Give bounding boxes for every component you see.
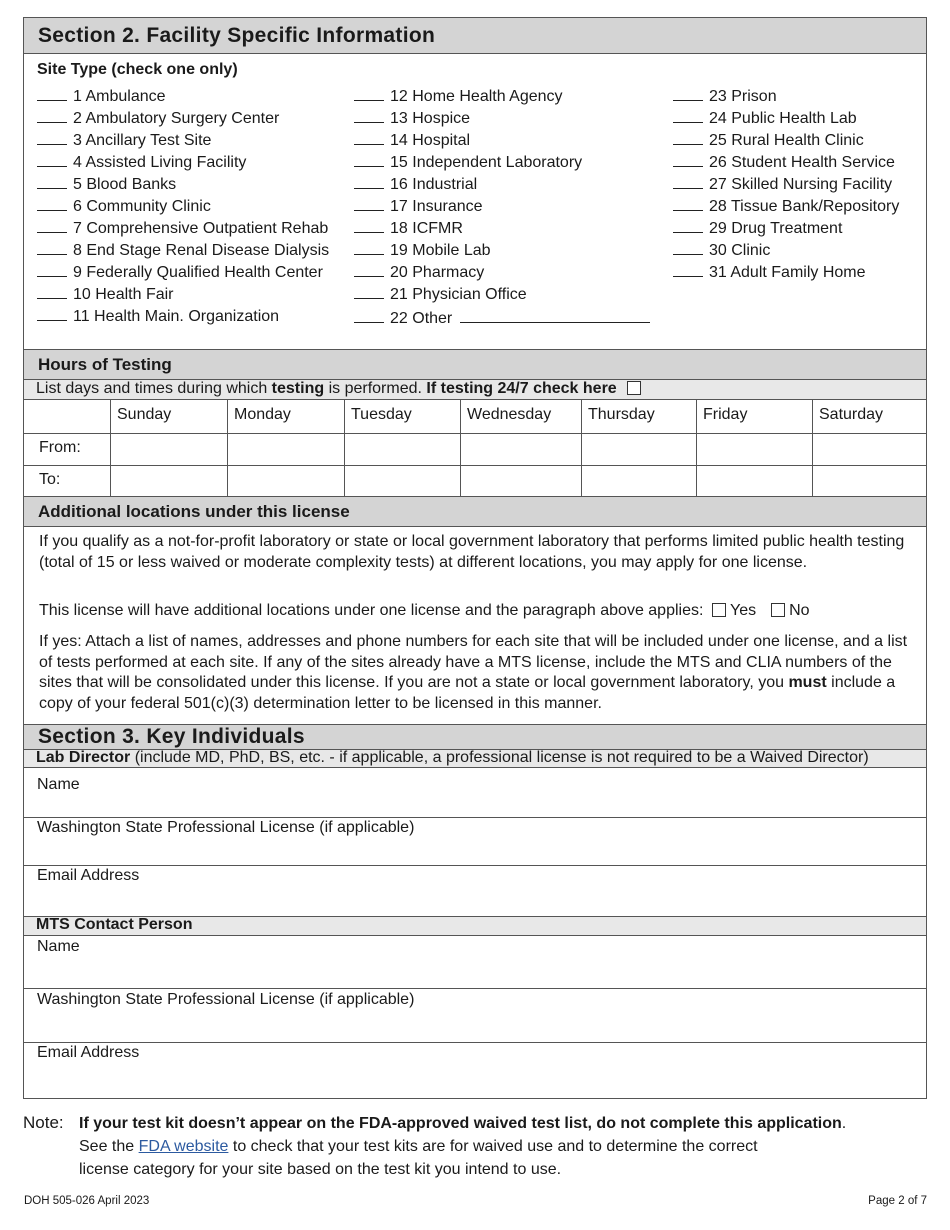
day-header: Saturday xyxy=(819,406,884,423)
site-type-label: 21 Physician Office xyxy=(390,286,527,303)
additional-paragraph-3 xyxy=(39,632,919,714)
hours-title: Hours of Testing xyxy=(38,355,172,374)
site-type-blank[interactable] xyxy=(673,132,703,145)
site-type-blank[interactable] xyxy=(354,110,384,123)
site-type-option[interactable] xyxy=(354,286,527,304)
to-time-cell[interactable] xyxy=(461,466,580,496)
site-type-blank[interactable] xyxy=(37,220,67,233)
to-time-cell[interactable] xyxy=(813,466,926,496)
checkbox-24-7[interactable] xyxy=(627,381,641,395)
site-type-blank[interactable] xyxy=(673,88,703,101)
hours-instr-d: If testing 24/7 check here xyxy=(426,380,617,397)
site-type-blank[interactable] xyxy=(673,110,703,123)
site-type-option[interactable] xyxy=(673,220,842,238)
site-type-option[interactable] xyxy=(673,176,892,194)
divider xyxy=(23,988,927,989)
note-label: Note: xyxy=(23,1113,64,1132)
checkbox-yes[interactable] xyxy=(712,603,726,617)
site-type-label: 20 Pharmacy xyxy=(390,264,485,281)
additional-header xyxy=(23,496,927,527)
hours-instruction xyxy=(36,380,641,398)
site-type-option[interactable] xyxy=(354,132,470,150)
site-type-blank[interactable] xyxy=(37,176,67,189)
site-type-option[interactable] xyxy=(354,308,650,328)
section2-title: Section 2. Facility Specific Information xyxy=(38,24,436,47)
site-type-option[interactable] xyxy=(37,132,211,150)
site-type-label: 23 Prison xyxy=(709,88,777,105)
site-type-blank[interactable] xyxy=(354,88,384,101)
site-type-option[interactable] xyxy=(37,154,246,172)
site-type-label: 17 Insurance xyxy=(390,198,483,215)
site-type-option[interactable] xyxy=(37,286,174,304)
site-type-label: 29 Drug Treatment xyxy=(709,220,843,237)
site-type-option[interactable] xyxy=(673,88,777,106)
hours-instruction-band xyxy=(23,379,927,400)
site-type-option[interactable] xyxy=(354,110,470,128)
from-time-cell[interactable] xyxy=(111,434,226,464)
from-time-cell[interactable] xyxy=(582,434,695,464)
yes-label: Yes xyxy=(730,602,757,619)
site-type-option[interactable] xyxy=(673,264,866,282)
site-type-label: 14 Hospital xyxy=(390,132,471,149)
site-type-label: 28 Tissue Bank/Repository xyxy=(709,198,900,215)
site-type-option[interactable] xyxy=(37,220,328,238)
to-time-cell[interactable] xyxy=(697,466,811,496)
note-text xyxy=(79,1112,929,1181)
section3-title: Section 3. Key Individuals xyxy=(38,725,305,748)
additional-paragraph-1: If you qualify as a not-for-profit laboratory or state or local government laboratory that performs limited public health testing (total of 15 or less waived or moderate complexity tests) at different locations, you may apply for one license. xyxy=(39,533,905,571)
hours-instr-c: is performed. xyxy=(324,380,427,397)
other-specify-field[interactable] xyxy=(460,308,650,323)
site-type-option[interactable] xyxy=(354,154,582,172)
mts-email-field[interactable] xyxy=(24,1065,926,1097)
note-period: . xyxy=(841,1115,847,1132)
site-type-blank[interactable] xyxy=(673,154,703,167)
site-type-label: Site Type (check one only) xyxy=(37,61,238,78)
site-type-blank[interactable] xyxy=(354,310,384,323)
site-type-option[interactable] xyxy=(37,110,279,128)
additional-question xyxy=(39,601,924,622)
to-time-cell[interactable] xyxy=(345,466,459,496)
site-type-blank[interactable] xyxy=(354,176,384,189)
section3-header xyxy=(23,724,927,750)
lab-director-note: (include MD, PhD, BS, etc. - if applicable, a professional license is not required to be a Waived Director) xyxy=(130,749,869,766)
site-type-option[interactable] xyxy=(354,264,484,282)
site-type-label: 31 Adult Family Home xyxy=(709,264,866,281)
site-type-option[interactable] xyxy=(354,198,483,216)
to-label: To: xyxy=(39,471,61,488)
site-type-option[interactable] xyxy=(673,110,857,128)
mts-license-label: Washington State Professional License (if applicable) xyxy=(37,991,415,1008)
site-type-blank[interactable] xyxy=(673,176,703,189)
mts-license-field[interactable] xyxy=(24,1012,926,1040)
from-time-cell[interactable] xyxy=(461,434,580,464)
site-type-label: 15 Independent Laboratory xyxy=(390,154,583,171)
to-time-cell[interactable] xyxy=(228,466,343,496)
site-type-blank[interactable] xyxy=(673,264,703,277)
no-label: No xyxy=(789,602,810,619)
hours-instr-a: List days and times during which xyxy=(36,380,272,397)
director-name-label: Name xyxy=(37,776,80,793)
additional-title: Additional locations under this license xyxy=(38,502,350,521)
site-type-option[interactable] xyxy=(37,242,329,260)
site-type-label: 3 Ancillary Test Site xyxy=(73,132,212,149)
divider xyxy=(23,817,927,818)
site-type-label: 1 Ambulance xyxy=(73,88,166,105)
site-type-blank[interactable] xyxy=(354,220,384,233)
site-type-label: 12 Home Health Agency xyxy=(390,88,563,105)
section2-header xyxy=(23,17,927,54)
note-line2a: See the xyxy=(79,1138,139,1155)
site-type-label: 10 Health Fair xyxy=(73,286,174,303)
hours-instr-b: testing xyxy=(271,380,325,397)
day-header: Monday xyxy=(234,406,291,423)
day-header: Tuesday xyxy=(351,406,412,423)
mts-name-label: Name xyxy=(37,938,80,955)
site-type-label: 30 Clinic xyxy=(709,242,771,259)
divider xyxy=(23,865,927,866)
director-license-field[interactable] xyxy=(24,840,926,864)
site-type-option[interactable] xyxy=(354,242,491,260)
site-type-blank[interactable] xyxy=(37,88,67,101)
para3-b: must xyxy=(788,674,827,691)
from-label: From: xyxy=(39,439,81,456)
site-type-label: 9 Federally Qualified Health Center xyxy=(73,264,323,281)
site-type-option[interactable] xyxy=(354,176,477,194)
site-type-label: 18 ICFMR xyxy=(390,220,463,237)
site-type-blank[interactable] xyxy=(354,132,384,145)
director-email-field[interactable] xyxy=(24,888,926,914)
site-type-option[interactable] xyxy=(37,176,176,194)
site-type-option[interactable] xyxy=(673,242,770,260)
site-type-blank[interactable] xyxy=(37,264,67,277)
site-type-option[interactable] xyxy=(673,132,864,150)
site-type-label: 8 End Stage Renal Disease Dialysis xyxy=(73,242,330,259)
site-type-label: 2 Ambulatory Surgery Center xyxy=(73,110,280,127)
site-type-option[interactable] xyxy=(37,308,279,326)
note-bold: If your test kit doesn’t appear on the FDA-approved waived test list, do not complete this application xyxy=(79,1115,842,1132)
checkbox-no[interactable] xyxy=(771,603,785,617)
lab-director-label xyxy=(36,749,869,767)
mts-contact-label: MTS Contact Person xyxy=(36,916,193,933)
footer-page-number: Page 2 of 7 xyxy=(868,1195,927,1207)
day-header: Friday xyxy=(703,406,748,423)
hours-header xyxy=(23,349,927,380)
site-type-label: 16 Industrial xyxy=(390,176,478,193)
site-type-blank[interactable] xyxy=(37,154,67,167)
day-header: Wednesday xyxy=(467,406,552,423)
site-type-option[interactable] xyxy=(673,198,899,216)
site-type-label: 19 Mobile Lab xyxy=(390,242,491,259)
lab-director-bold: Lab Director xyxy=(36,749,131,766)
site-type-label: 5 Blood Banks xyxy=(73,176,177,193)
para3-c: include a copy of your federal 501(c)(3) determination letter to be licensed in this manner. xyxy=(39,674,896,712)
site-type-blank[interactable] xyxy=(354,264,384,277)
site-type-label: 26 Student Health Service xyxy=(709,154,895,171)
director-name-field[interactable] xyxy=(24,796,926,816)
para3-a: If yes: Attach a list of names, addresses and phone numbers for each site that will be included under one license, and a list of tests performed at each site. If any of the sites already have a MTS license, include the MTS and CLIA numbers of the sites that will be consolidated under this license. If you are not a state or local government laboratory, you xyxy=(39,633,908,691)
note-line2b: to check that your test kits are for waived use and to determine the correct xyxy=(228,1138,758,1155)
site-type-blank[interactable] xyxy=(673,242,703,255)
lab-director-band xyxy=(23,749,927,768)
site-type-option[interactable] xyxy=(673,154,895,172)
site-type-blank[interactable] xyxy=(354,198,384,211)
site-type-label: 24 Public Health Lab xyxy=(709,110,857,127)
site-type-blank[interactable] xyxy=(37,132,67,145)
site-type-label: 25 Rural Health Clinic xyxy=(709,132,864,149)
director-license-label: Washington State Professional License (if applicable) xyxy=(37,819,415,836)
site-type-option[interactable] xyxy=(37,198,211,216)
from-time-cell[interactable] xyxy=(345,434,459,464)
site-type-blank[interactable] xyxy=(37,286,67,299)
site-type-blank[interactable] xyxy=(354,154,384,167)
director-email-label: Email Address xyxy=(37,867,140,884)
mts-email-label: Email Address xyxy=(37,1044,140,1061)
site-type-blank[interactable] xyxy=(37,308,67,321)
day-header: Sunday xyxy=(117,406,172,423)
site-type-option[interactable] xyxy=(354,88,563,106)
mts-contact-band xyxy=(23,916,927,936)
site-type-option[interactable] xyxy=(37,88,166,106)
note-line-1 xyxy=(79,1112,929,1135)
site-type-blank[interactable] xyxy=(673,220,703,233)
site-type-label: 22 Other xyxy=(390,310,453,327)
from-time-cell[interactable] xyxy=(697,434,811,464)
note-line-3: license category for your site based on the test kit you intend to use. xyxy=(79,1161,562,1178)
mts-name-field[interactable] xyxy=(24,958,926,986)
additional-question-text: This license will have additional locations under one license and the paragraph above applies: xyxy=(39,602,704,619)
day-header: Thursday xyxy=(588,406,655,423)
site-type-option[interactable] xyxy=(37,264,323,282)
site-type-blank[interactable] xyxy=(37,198,67,211)
site-type-label: 4 Assisted Living Facility xyxy=(73,154,247,171)
site-type-blank[interactable] xyxy=(354,286,384,299)
fda-website-link[interactable]: FDA website xyxy=(138,1138,229,1155)
site-type-blank[interactable] xyxy=(673,198,703,211)
site-type-label: 13 Hospice xyxy=(390,110,471,127)
to-time-cell[interactable] xyxy=(582,466,695,496)
site-type-blank[interactable] xyxy=(37,242,67,255)
site-type-option[interactable] xyxy=(354,220,463,238)
from-time-cell[interactable] xyxy=(228,434,343,464)
to-time-cell[interactable] xyxy=(111,466,226,496)
site-type-label: 11 Health Main. Organization xyxy=(73,308,280,325)
from-time-cell[interactable] xyxy=(813,434,926,464)
footer-form-id: DOH 505-026 April 2023 xyxy=(24,1195,150,1207)
site-type-label: 27 Skilled Nursing Facility xyxy=(709,176,893,193)
note-line-2 xyxy=(79,1135,929,1158)
site-type-label: 7 Comprehensive Outpatient Rehab xyxy=(73,220,329,237)
site-type-label: 6 Community Clinic xyxy=(73,198,211,215)
divider xyxy=(23,1042,927,1043)
site-type-blank[interactable] xyxy=(37,110,67,123)
site-type-blank[interactable] xyxy=(354,242,384,255)
